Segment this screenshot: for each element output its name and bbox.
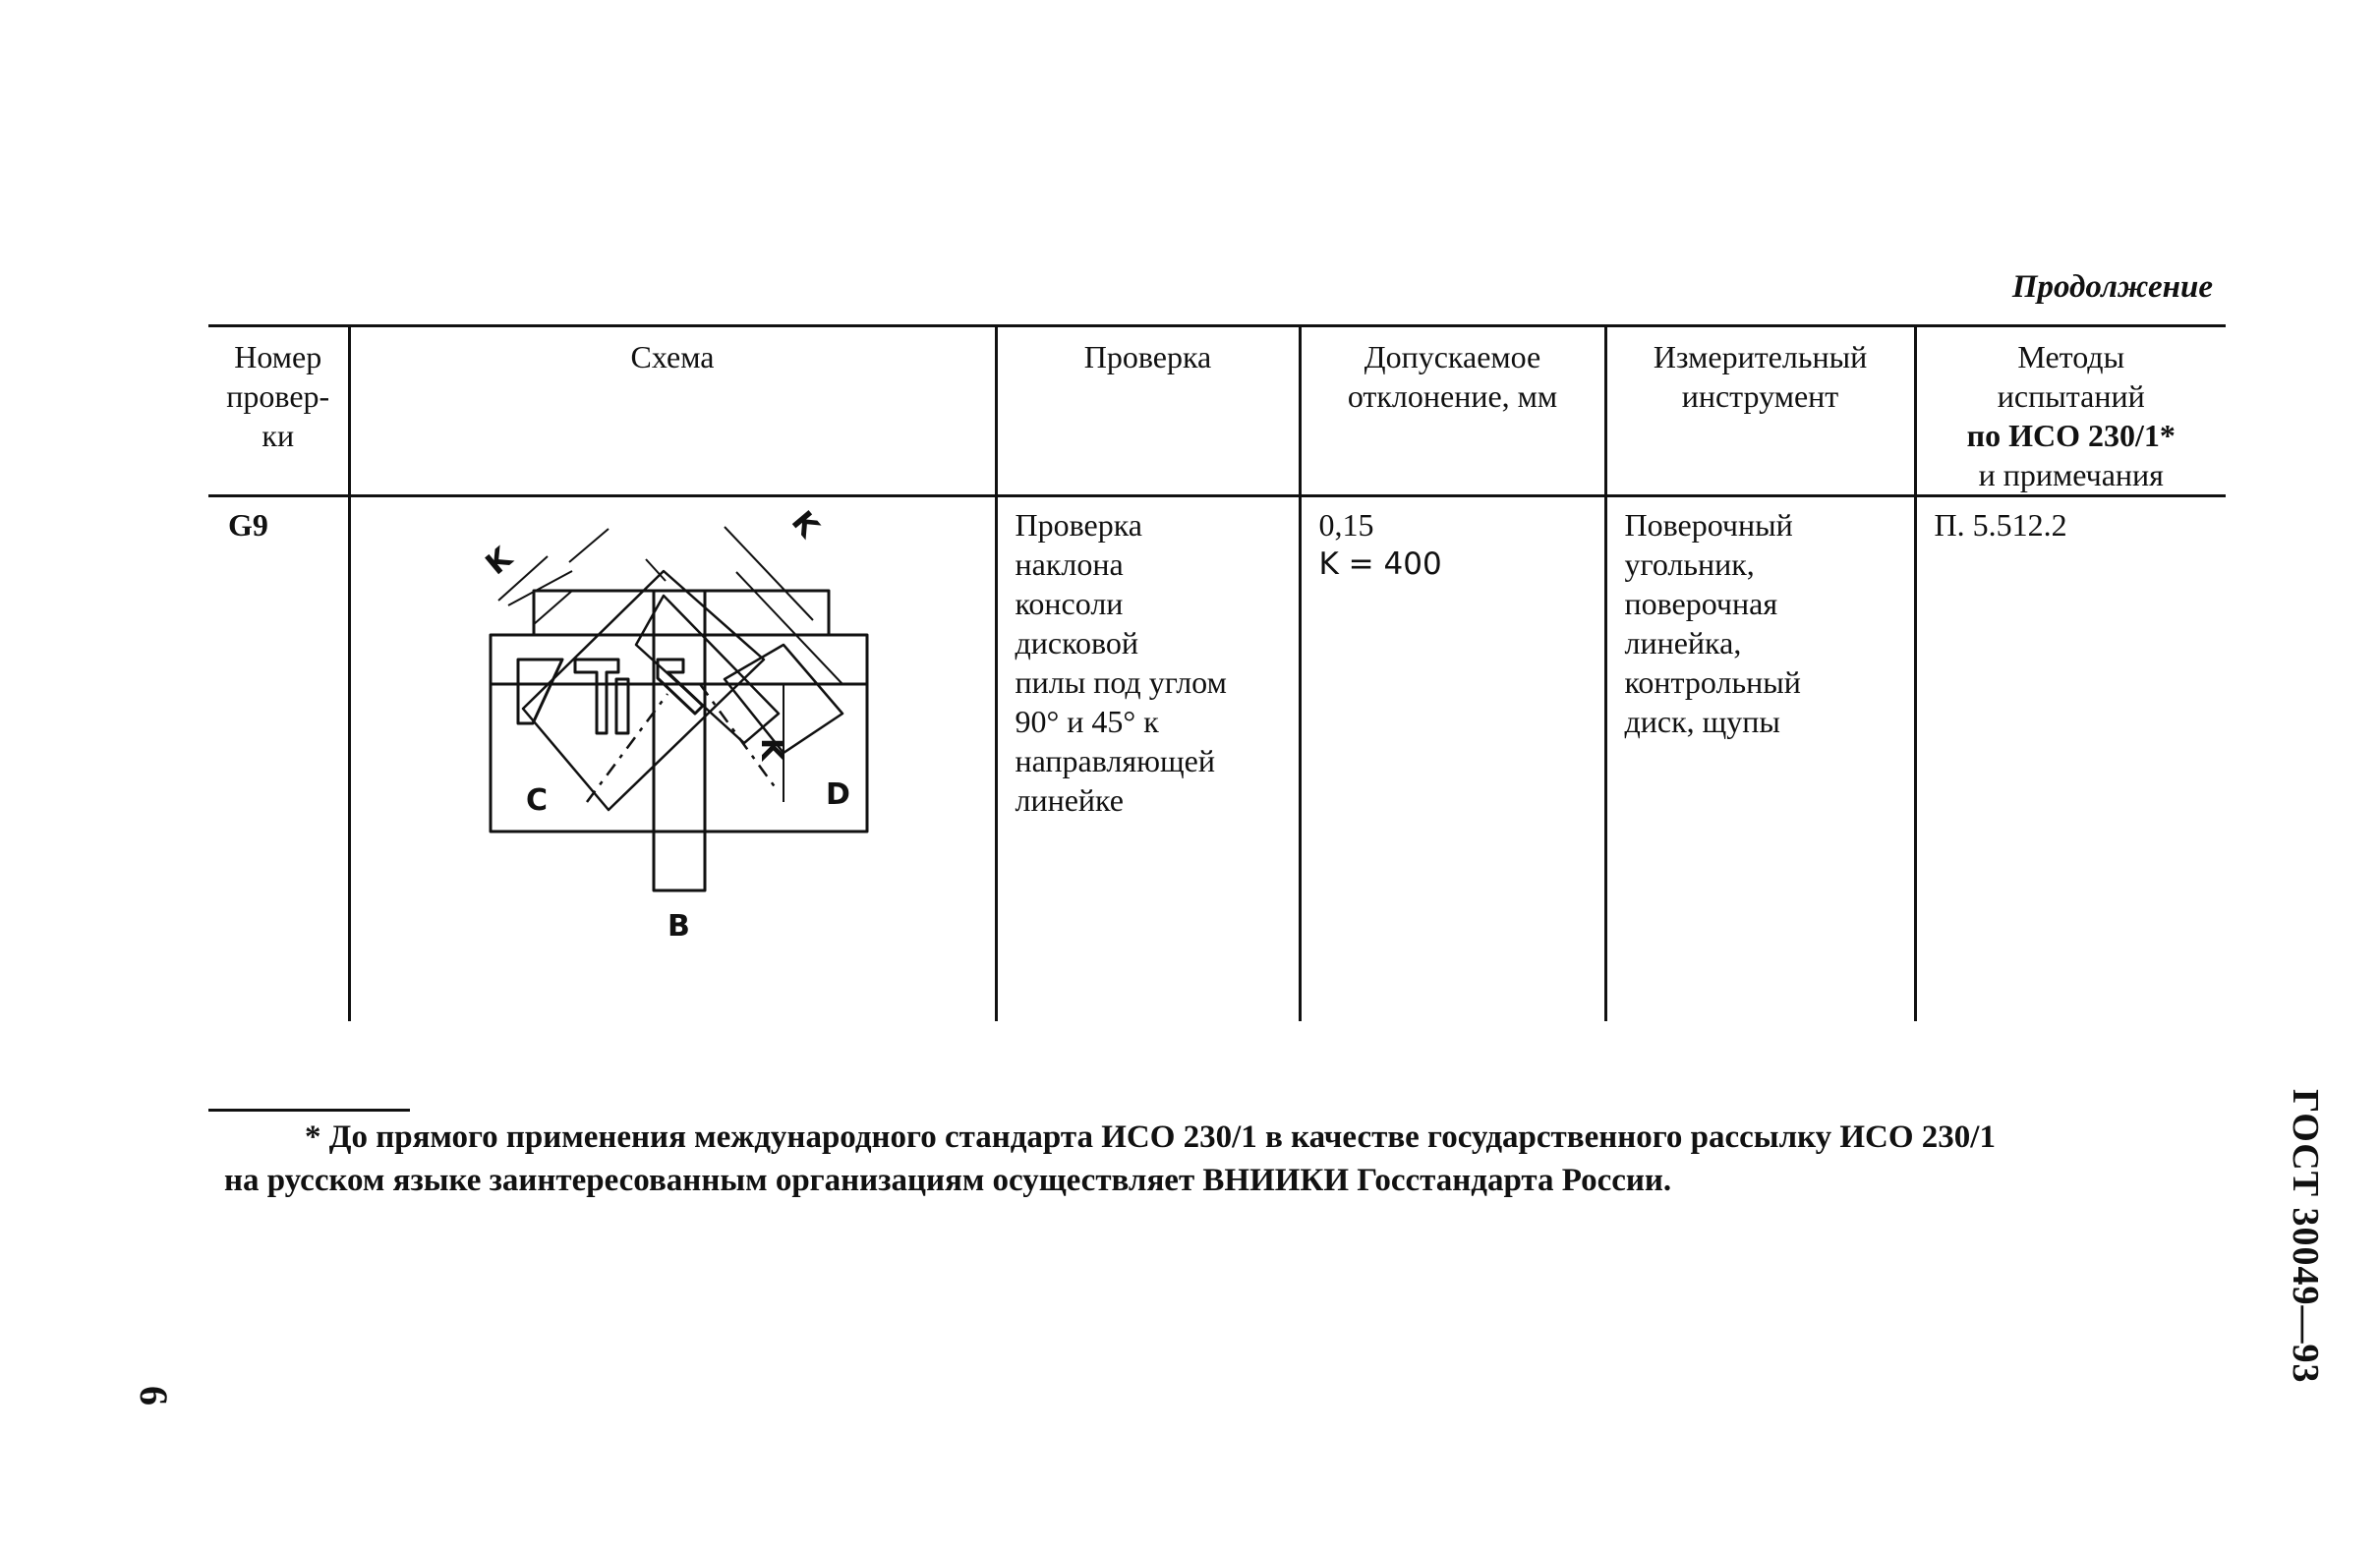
header-check: Проверка [996, 326, 1300, 496]
standard-designation: ГОСТ 30049—93 [2285, 1089, 2326, 1384]
cell-instrument: Поверочный угольник, поверочная линейка, контрольный диск, щупы [1605, 496, 1915, 1021]
scheme-label-b: B [667, 909, 690, 944]
footnote-divider [208, 1109, 410, 1112]
scheme-drawing [351, 497, 995, 1021]
continuation-label: Продолжение [2011, 269, 2213, 305]
table-header-row [208, 326, 2226, 496]
table-row [208, 496, 2226, 1021]
test-disk-outline [523, 571, 764, 810]
cell-methods: П. 5.512.2 [1915, 496, 2226, 1021]
header-methods: Методы испытаний по ИСО 230/1* и примечания [1915, 326, 2226, 496]
scheme-label-k-vertical: K [753, 738, 788, 762]
scheme-label-c: C [525, 783, 548, 818]
slant-edge [736, 572, 842, 684]
footnote-line-1: * До прямого применения международного стандарта ИСО 230/1 в качестве государственного рассылку ИСО 230/1 [305, 1119, 1996, 1155]
angle-bracket-middle [575, 660, 618, 733]
cell-scheme [349, 496, 996, 1021]
cell-number: G9 [228, 507, 268, 543]
page-number: 6 [132, 1386, 176, 1406]
header-instrument: Измерительный инструмент [1605, 326, 1915, 496]
footnote-line-2: на русском языке заинтересованным организациям осуществляет ВНИИКИ Госстандарта России. [224, 1163, 1672, 1198]
header-number: Номер провер- ки [208, 326, 349, 496]
header-tolerance: Допускаемое отклонение, мм [1300, 326, 1605, 496]
scheme-label-k-right: K [784, 504, 826, 545]
gost-check-table [208, 324, 2226, 1021]
saw-console-diagram [351, 497, 995, 1018]
header-scheme: Схема [349, 326, 996, 496]
footnote [224, 1116, 2220, 1202]
cell-check: Проверка наклона консоли дисковой пилы под углом 90° и 45° к направляющей линейке [996, 496, 1300, 1021]
scheme-label-d: D [825, 777, 850, 812]
cell-tolerance: 0,15 K = 400 [1300, 496, 1605, 1021]
scheme-label-k-left: K [479, 541, 519, 583]
